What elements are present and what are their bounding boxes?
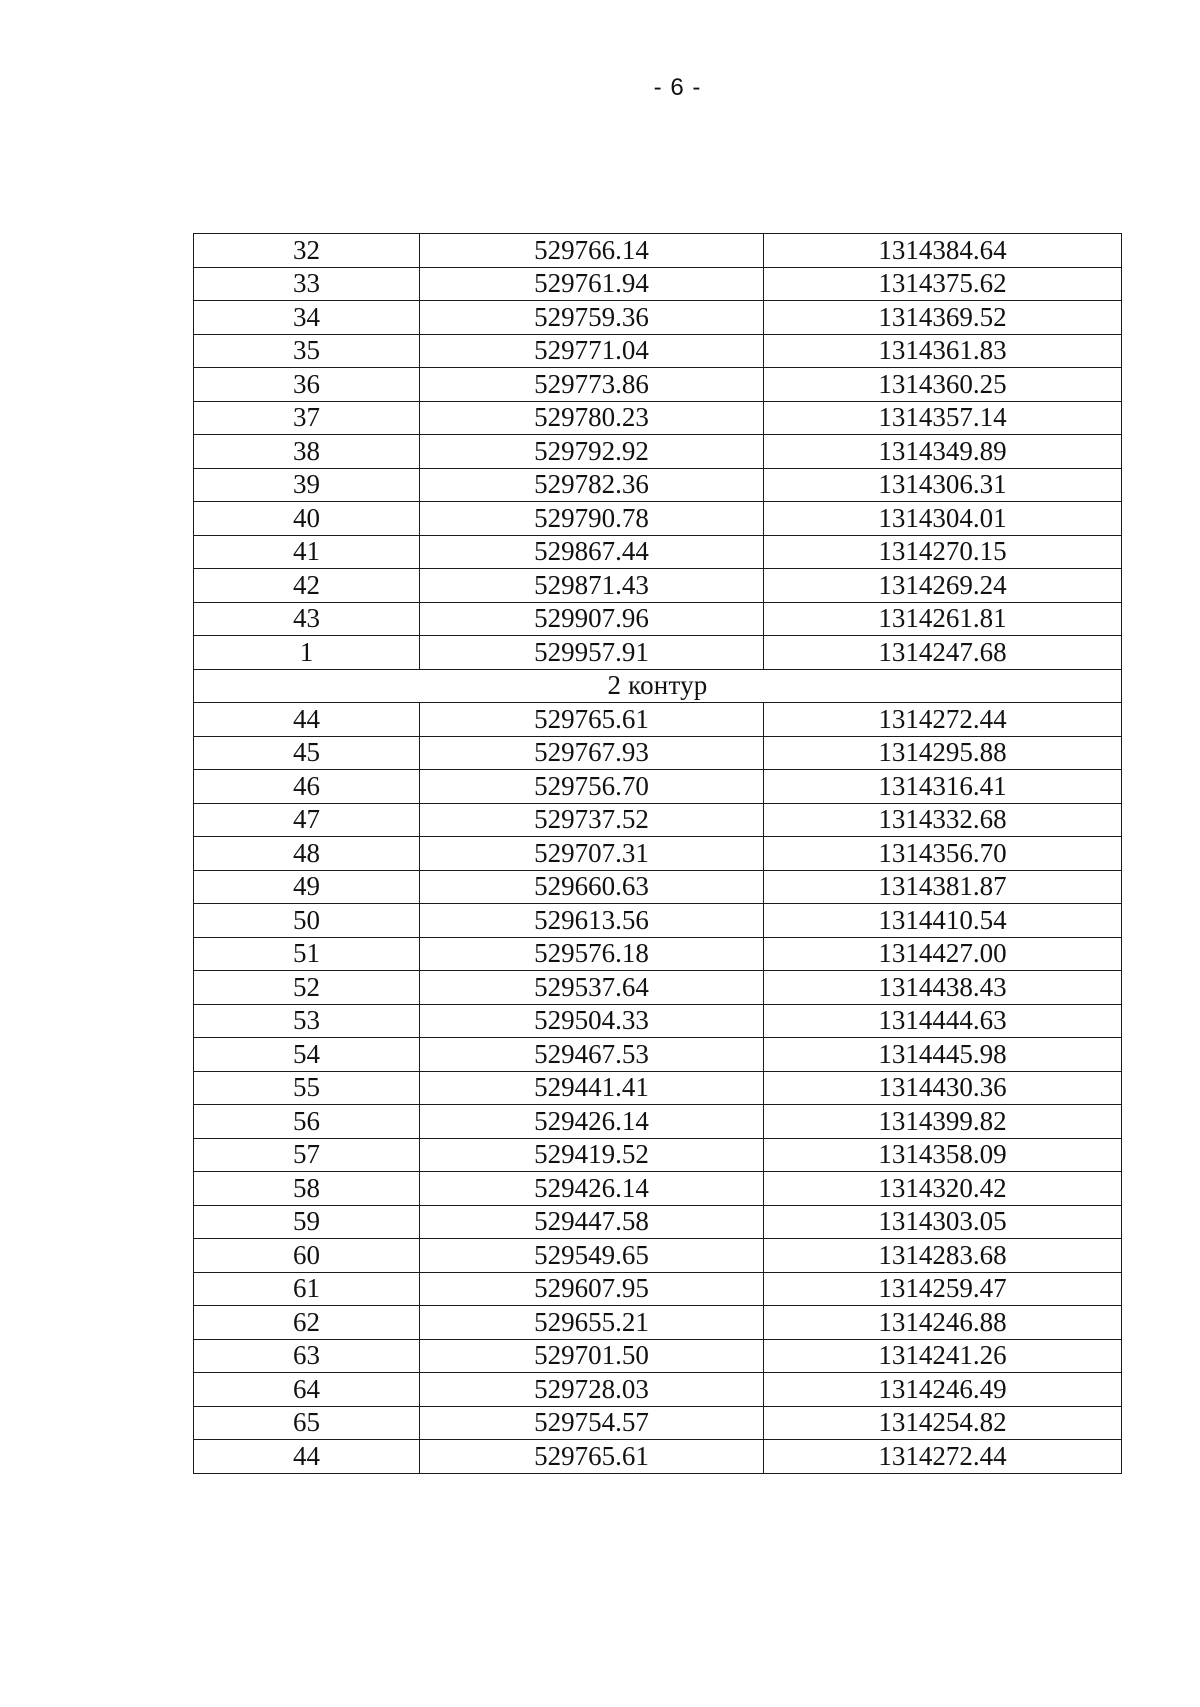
point-number-cell: 51	[194, 937, 420, 971]
table-row	[194, 602, 1122, 636]
point-number-cell: 50	[194, 904, 420, 938]
contour-header-row	[194, 669, 1122, 703]
table-row	[194, 234, 1122, 268]
table-row	[194, 736, 1122, 770]
table-row	[194, 368, 1122, 402]
x-coordinate-cell: 529728.03	[420, 1373, 764, 1407]
point-number-cell: 49	[194, 870, 420, 904]
y-coordinate-cell: 1314295.88	[764, 736, 1122, 770]
x-coordinate-cell: 529907.96	[420, 602, 764, 636]
y-coordinate-cell: 1314384.64	[764, 234, 1122, 268]
table-row	[194, 904, 1122, 938]
point-number-cell: 39	[194, 468, 420, 502]
y-coordinate-cell: 1314304.01	[764, 502, 1122, 536]
point-number-cell: 35	[194, 334, 420, 368]
table-row	[194, 1373, 1122, 1407]
point-number-cell: 42	[194, 569, 420, 603]
point-number-cell: 41	[194, 535, 420, 569]
y-coordinate-cell: 1314427.00	[764, 937, 1122, 971]
table-row	[194, 1306, 1122, 1340]
table-row	[194, 435, 1122, 469]
contour-1-rows	[194, 234, 1122, 670]
y-coordinate-cell: 1314259.47	[764, 1272, 1122, 1306]
y-coordinate-cell: 1314356.70	[764, 837, 1122, 871]
x-coordinate-cell: 529701.50	[420, 1339, 764, 1373]
point-number-cell: 64	[194, 1373, 420, 1407]
point-number-cell: 60	[194, 1239, 420, 1273]
y-coordinate-cell: 1314283.68	[764, 1239, 1122, 1273]
x-coordinate-cell: 529467.53	[420, 1038, 764, 1072]
y-coordinate-cell: 1314430.36	[764, 1071, 1122, 1105]
y-coordinate-cell: 1314358.09	[764, 1138, 1122, 1172]
x-coordinate-cell: 529549.65	[420, 1239, 764, 1273]
table-row	[194, 837, 1122, 871]
y-coordinate-cell: 1314357.14	[764, 401, 1122, 435]
x-coordinate-cell: 529766.14	[420, 234, 764, 268]
table-row	[194, 1440, 1122, 1474]
x-coordinate-cell: 529537.64	[420, 971, 764, 1005]
point-number-cell: 63	[194, 1339, 420, 1373]
x-coordinate-cell: 529441.41	[420, 1071, 764, 1105]
y-coordinate-cell: 1314272.44	[764, 1440, 1122, 1474]
point-number-cell: 34	[194, 301, 420, 335]
x-coordinate-cell: 529426.14	[420, 1172, 764, 1206]
point-number-cell: 65	[194, 1406, 420, 1440]
point-number-cell: 36	[194, 368, 420, 402]
x-coordinate-cell: 529756.70	[420, 770, 764, 804]
x-coordinate-cell: 529792.92	[420, 435, 764, 469]
table-row	[194, 803, 1122, 837]
x-coordinate-cell: 529957.91	[420, 636, 764, 670]
point-number-cell: 59	[194, 1205, 420, 1239]
x-coordinate-cell: 529504.33	[420, 1004, 764, 1038]
point-number-cell: 53	[194, 1004, 420, 1038]
point-number-cell: 40	[194, 502, 420, 536]
y-coordinate-cell: 1314246.88	[764, 1306, 1122, 1340]
table-row	[194, 1205, 1122, 1239]
point-number-cell: 45	[194, 736, 420, 770]
x-coordinate-cell: 529754.57	[420, 1406, 764, 1440]
point-number-cell: 37	[194, 401, 420, 435]
contour-title: 2 контур	[194, 669, 1122, 703]
table-row	[194, 1071, 1122, 1105]
y-coordinate-cell: 1314270.15	[764, 535, 1122, 569]
y-coordinate-cell: 1314303.05	[764, 1205, 1122, 1239]
table-row	[194, 1138, 1122, 1172]
coordinates-table	[193, 233, 1122, 1474]
y-coordinate-cell: 1314261.81	[764, 602, 1122, 636]
page-number: - 6 -	[653, 74, 702, 101]
y-coordinate-cell: 1314349.89	[764, 435, 1122, 469]
table-row	[194, 1105, 1122, 1139]
table-row	[194, 1272, 1122, 1306]
table-row	[194, 1339, 1122, 1373]
y-coordinate-cell: 1314361.83	[764, 334, 1122, 368]
point-number-cell: 44	[194, 1440, 420, 1474]
x-coordinate-cell: 529867.44	[420, 535, 764, 569]
x-coordinate-cell: 529419.52	[420, 1138, 764, 1172]
x-coordinate-cell: 529773.86	[420, 368, 764, 402]
table-row	[194, 401, 1122, 435]
table-row	[194, 468, 1122, 502]
y-coordinate-cell: 1314438.43	[764, 971, 1122, 1005]
table-row	[194, 1038, 1122, 1072]
x-coordinate-cell: 529771.04	[420, 334, 764, 368]
y-coordinate-cell: 1314410.54	[764, 904, 1122, 938]
point-number-cell: 55	[194, 1071, 420, 1105]
y-coordinate-cell: 1314316.41	[764, 770, 1122, 804]
y-coordinate-cell: 1314247.68	[764, 636, 1122, 670]
point-number-cell: 54	[194, 1038, 420, 1072]
x-coordinate-cell: 529765.61	[420, 1440, 764, 1474]
x-coordinate-cell: 529765.61	[420, 703, 764, 737]
table-row	[194, 1406, 1122, 1440]
table-row	[194, 267, 1122, 301]
table-row	[194, 636, 1122, 670]
x-coordinate-cell: 529707.31	[420, 837, 764, 871]
point-number-cell: 32	[194, 234, 420, 268]
y-coordinate-cell: 1314269.24	[764, 569, 1122, 603]
x-coordinate-cell: 529613.56	[420, 904, 764, 938]
table-row	[194, 971, 1122, 1005]
x-coordinate-cell: 529426.14	[420, 1105, 764, 1139]
y-coordinate-cell: 1314444.63	[764, 1004, 1122, 1038]
x-coordinate-cell: 529790.78	[420, 502, 764, 536]
table-row	[194, 703, 1122, 737]
table-row	[194, 1172, 1122, 1206]
y-coordinate-cell: 1314375.62	[764, 267, 1122, 301]
y-coordinate-cell: 1314381.87	[764, 870, 1122, 904]
contour-2-rows	[194, 703, 1122, 1474]
x-coordinate-cell: 529607.95	[420, 1272, 764, 1306]
y-coordinate-cell: 1314306.31	[764, 468, 1122, 502]
x-coordinate-cell: 529780.23	[420, 401, 764, 435]
contour-2-header-group	[194, 669, 1122, 703]
point-number-cell: 57	[194, 1138, 420, 1172]
y-coordinate-cell: 1314399.82	[764, 1105, 1122, 1139]
point-number-cell: 58	[194, 1172, 420, 1206]
table-row	[194, 770, 1122, 804]
point-number-cell: 56	[194, 1105, 420, 1139]
x-coordinate-cell: 529655.21	[420, 1306, 764, 1340]
y-coordinate-cell: 1314272.44	[764, 703, 1122, 737]
point-number-cell: 61	[194, 1272, 420, 1306]
x-coordinate-cell: 529737.52	[420, 803, 764, 837]
point-number-cell: 38	[194, 435, 420, 469]
point-number-cell: 48	[194, 837, 420, 871]
table-row	[194, 870, 1122, 904]
point-number-cell: 44	[194, 703, 420, 737]
point-number-cell: 33	[194, 267, 420, 301]
y-coordinate-cell: 1314320.42	[764, 1172, 1122, 1206]
x-coordinate-cell: 529782.36	[420, 468, 764, 502]
y-coordinate-cell: 1314332.68	[764, 803, 1122, 837]
table-row	[194, 937, 1122, 971]
table-row	[194, 569, 1122, 603]
y-coordinate-cell: 1314369.52	[764, 301, 1122, 335]
point-number-cell: 52	[194, 971, 420, 1005]
point-number-cell: 1	[194, 636, 420, 670]
table-row	[194, 502, 1122, 536]
y-coordinate-cell: 1314360.25	[764, 368, 1122, 402]
x-coordinate-cell: 529576.18	[420, 937, 764, 971]
table-row	[194, 535, 1122, 569]
x-coordinate-cell: 529759.36	[420, 301, 764, 335]
y-coordinate-cell: 1314241.26	[764, 1339, 1122, 1373]
x-coordinate-cell: 529447.58	[420, 1205, 764, 1239]
point-number-cell: 43	[194, 602, 420, 636]
table-row	[194, 334, 1122, 368]
table-row	[194, 1004, 1122, 1038]
x-coordinate-cell: 529660.63	[420, 870, 764, 904]
point-number-cell: 47	[194, 803, 420, 837]
x-coordinate-cell: 529761.94	[420, 267, 764, 301]
x-coordinate-cell: 529871.43	[420, 569, 764, 603]
y-coordinate-cell: 1314254.82	[764, 1406, 1122, 1440]
table-row	[194, 1239, 1122, 1273]
point-number-cell: 62	[194, 1306, 420, 1340]
y-coordinate-cell: 1314246.49	[764, 1373, 1122, 1407]
x-coordinate-cell: 529767.93	[420, 736, 764, 770]
y-coordinate-cell: 1314445.98	[764, 1038, 1122, 1072]
table-row	[194, 301, 1122, 335]
point-number-cell: 46	[194, 770, 420, 804]
